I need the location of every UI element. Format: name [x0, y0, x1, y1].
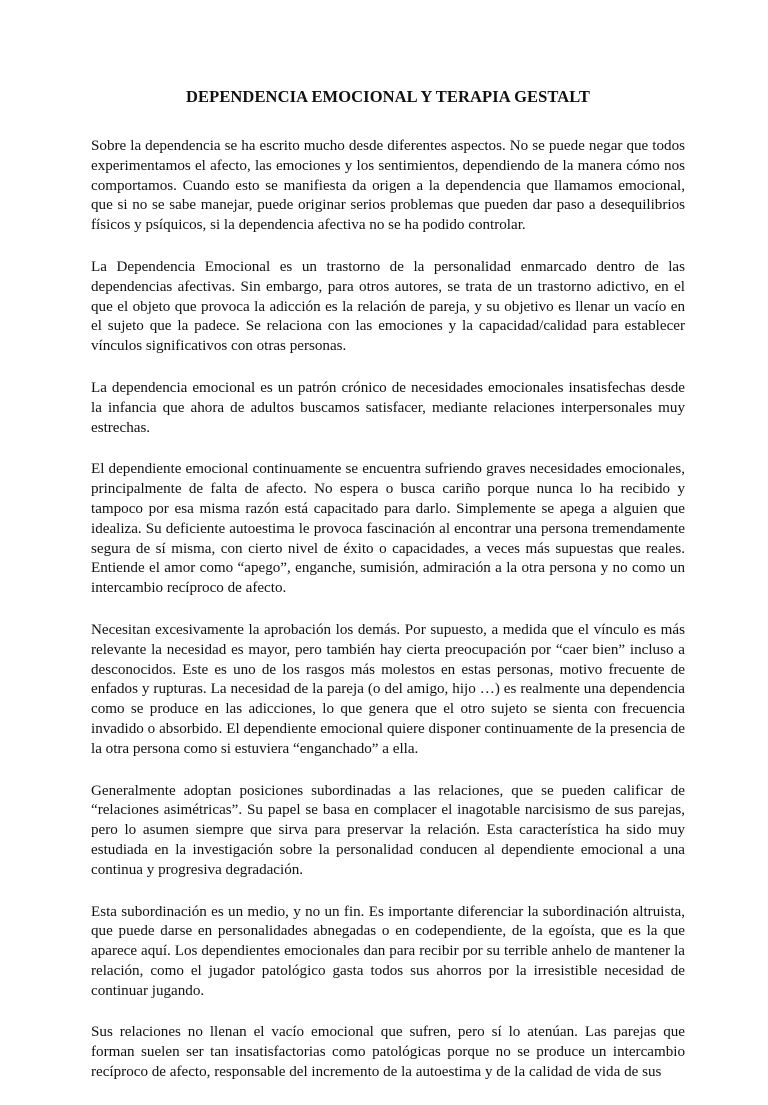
paragraph-6: Generalmente adoptan posiciones subordinadas a las relaciones, que se pueden calificar de “relaciones asimétricas”. Su papel se basa en complacer el inagotable narcisismo de sus parejas, pero lo asumen siempre que sirva para preservar la relación. Esta característica ha sido muy estudiada en la investigación sobre la personalidad conducen al dependiente emocional a una continua y progresiva degradación. [91, 782, 685, 878]
document-title: DEPENDENCIA EMOCIONAL Y TERAPIA GESTALT [186, 87, 590, 106]
paragraph-2: La Dependencia Emocional es un trastorno de la personalidad enmarcado dentro de las dependencias afectivas. Sin embargo, para otros autores, se trata de un trastorno adictivo, en el que el objeto que provoca la adicción es la relación de pareja, y su objetivo es llenar un vacío en el sujeto que la padece. Se relaciona con las emociones y la capacidad/calidad para establecer vínculos significativos con otras personas. [91, 258, 685, 355]
document-page [91, 86, 685, 1105]
paragraph-8: Sus relaciones no llenan el vacío emocional que sufren, pero sí lo atenúan. Las parejas que forman suelen ser tan insatisfactorias como patológicas porque no se produce un intercambio recíproco de afecto, responsable del incremento de la autoestima y de la calidad de vida de sus [91, 1024, 685, 1081]
paragraph-7: Esta subordinación es un medio, y no un fin. Es importante diferenciar la subordinación altruista, que puede darse en personalidades abnegadas o en codependiente, de la egoísta, que es la que aparece aquí. Los dependientes emocionales dan para recibir por su terrible anhelo de mantener la relación, como el jugador patológico gasta todos sus ahorros por la irresistible necesidad de continuar jugando. [91, 903, 685, 999]
paragraph-1: Sobre la dependencia se ha escrito mucho desde diferentes aspectos. No se puede negar que todos experimentamos el afecto, las emociones y los sentimientos, dependiendo de la manera cómo nos comportamos. Cuando esto se manifiesta da origen a la dependencia que llamamos emocional, que si no se sabe manejar, puede originar serios problemas que pueden dar paso a desequilibrios físicos y psíquicos, si la dependencia afectiva no se ha podido controlar. [91, 138, 685, 234]
paragraph-5: Necesitan excesivamente la aprobación los demás. Por supuesto, a medida que el vínculo es más relevante la necesidad es mayor, pero también hay cierta preocupación por “caer bien” incluso a desconocidos. Este es uno de los rasgos más molestos en estas personas, motivo frecuente de enfados y rupturas. La necesidad de la pareja (o del amigo, hijo …) es realmente una dependencia como se produce en las adicciones, lo que genera que el otro sujeto se sienta con frecuencia invadido o absorbido. El dependiente emocional quiere disponer continuamente de la presencia de la otra persona como si estuviera “enganchado” a ella. [91, 621, 685, 757]
paragraph-4: El dependiente emocional continuamente se encuentra sufriendo graves necesidades emocionales, principalmente de falta de afecto. No espera o busca cariño porque nunca lo ha recibido y tampoco por esa misma razón está capacitado para darlo. Simplemente se apega a alguien que idealiza. Su deficiente autoestima le provoca fascinación al encontrar una persona tremendamente segura de sí misma, con cierto nivel de éxito o capacidades, a veces más supuestas que reales. Entiende el amor como “apego”, enganche, sumisión, admiración a la otra persona y no como un intercambio recíproco de afecto. [91, 461, 685, 597]
paragraph-3: La dependencia emocional es un patrón crónico de necesidades emocionales insatisfechas desde la infancia que ahora de adultos buscamos satisfacer, mediante relaciones interpersonales muy estrechas. [91, 379, 685, 436]
